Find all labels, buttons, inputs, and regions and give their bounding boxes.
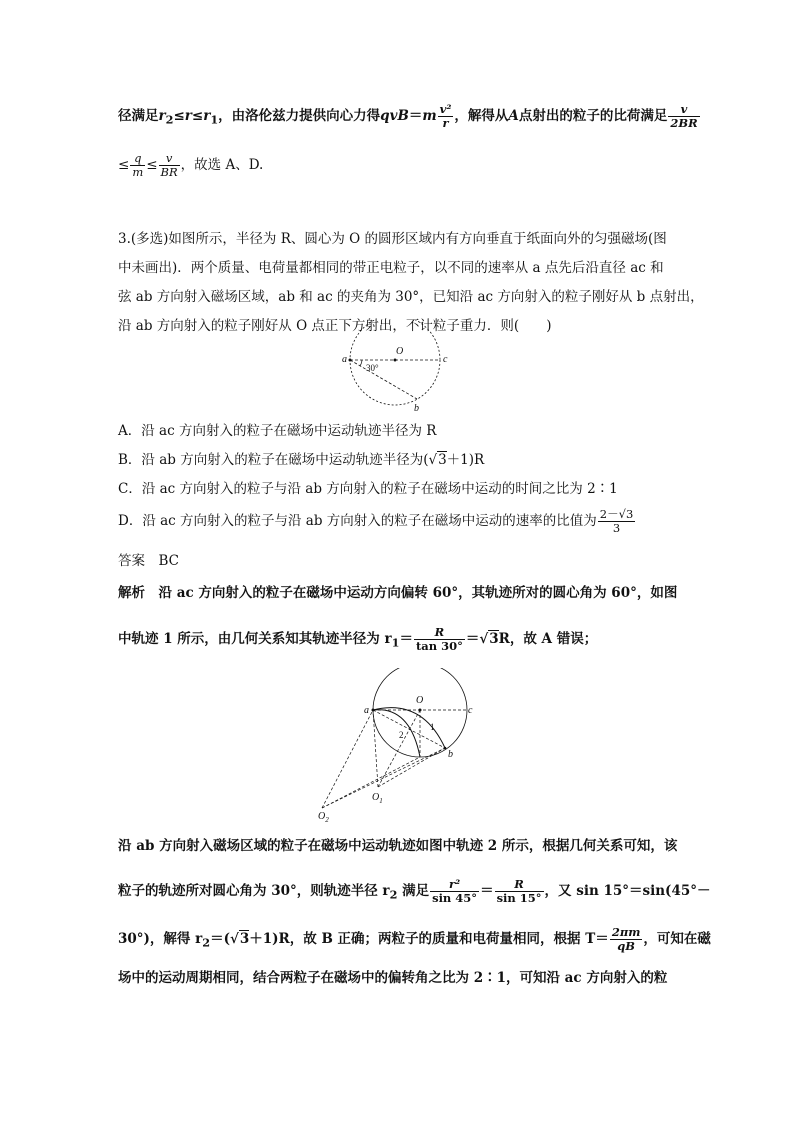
numerator: q <box>130 152 145 166</box>
label-o1 <box>372 792 383 805</box>
question-line-4: 沿 ab 方向射入的粒子刚好从 O 点正下方射出，不计粒子重力．则( ) <box>118 318 552 334</box>
point-o <box>394 359 397 362</box>
prev-line-1 <box>118 103 701 130</box>
text: ＋1)R <box>446 452 485 468</box>
text: B．沿 ab 方向射入的粒子在磁场中运动轨迹半径为( <box>118 452 429 468</box>
text: ≤ <box>146 157 158 173</box>
angle-arc <box>360 360 362 366</box>
label-b: b <box>414 403 419 414</box>
text: ，又 sin 15°＝sin(45°－ <box>544 883 711 899</box>
text: ，可知在磁 <box>643 931 711 947</box>
denominator: qB <box>617 939 635 953</box>
text: 粒子的轨迹所对圆心角为 30°，则轨迹半径 r <box>118 883 390 899</box>
label-o2-sub: 2 <box>325 816 329 823</box>
fraction <box>130 152 145 179</box>
label-o: O <box>396 346 404 357</box>
var-qvb: qvB <box>380 108 409 124</box>
sub: 2 <box>165 112 174 127</box>
question-line-3: 弦 ab 方向射入磁场区域，ab 和 ac 的夹角为 30°，已知沿 ac 方向射入的粒子刚好从 b 点射出， <box>118 289 704 305</box>
analysis-line-6: 场中的运动周期相同，结合两粒子在磁场中的偏转角之比为 2∶1，可知沿 ac 方向射入的粒 <box>118 970 668 986</box>
text: ＝ <box>480 883 494 899</box>
label-trajectory-1: 1 <box>430 722 435 732</box>
analysis-line-4 <box>118 878 710 905</box>
fraction <box>598 508 635 535</box>
text: ＋1)R，故 B 正确；两粒子的质量和电荷量相同，根据 T＝ <box>249 931 609 947</box>
point-b <box>444 747 447 750</box>
point-o <box>419 709 422 712</box>
numerator: R <box>495 878 544 892</box>
denominator: tan 30° <box>415 639 463 653</box>
numerator: v <box>668 103 699 117</box>
text: 满足 <box>397 883 430 899</box>
denominator: r <box>442 116 449 130</box>
analysis-line-3: 沿 ab 方向射入磁场区域的粒子在磁场中运动轨迹如图中轨迹 2 所示，根据几何关系可知，该 <box>118 838 678 854</box>
numerator: 2－√3 <box>599 507 634 521</box>
sqrt-content: 3 <box>239 931 250 947</box>
label-a: a <box>342 354 347 365</box>
label-c: c <box>468 705 473 716</box>
fraction <box>495 878 544 905</box>
text: ＝ <box>408 108 423 124</box>
radius-o1-b <box>378 748 445 787</box>
sqrt-sign: √ <box>428 452 438 468</box>
analysis-line-5 <box>118 926 711 953</box>
label-angle: 30° <box>366 363 379 373</box>
var-r: r <box>184 108 192 124</box>
fraction <box>159 152 180 179</box>
label-o1-main: O <box>372 792 380 803</box>
sub: 1 <box>391 635 400 650</box>
sqrt-content: 3 <box>489 631 499 647</box>
label-o2-main: O <box>318 811 326 822</box>
denominator: sin 45° <box>432 891 478 905</box>
sqrt-sign: √ <box>479 631 489 647</box>
var-m: m <box>422 108 437 124</box>
text: 30°)，解得 r <box>118 931 203 947</box>
text: ≤ <box>191 108 204 124</box>
fraction <box>438 103 454 130</box>
option-c: C．沿 ac 方向射入的粒子与沿 ab 方向射入的粒子在磁场中运动的时间之比为 2∶1 <box>118 481 618 497</box>
sub: 2 <box>202 935 211 950</box>
answer: 答案 BC <box>118 553 180 569</box>
label-c: c <box>443 354 448 365</box>
sqrt-content: 3 <box>438 452 447 468</box>
numerator: 2πm <box>611 925 641 939</box>
sqrt-sign: √ <box>229 931 239 947</box>
text: ，解得从 <box>454 108 509 124</box>
option-a: A．沿 ac 方向射入的粒子在磁场中运动轨迹半径为 R <box>118 423 437 439</box>
point-a <box>349 359 352 362</box>
label-trajectory-2: 2 <box>399 730 404 740</box>
prev-line-2 <box>118 152 263 179</box>
sub: 1 <box>210 112 219 127</box>
denominator: 2BR <box>670 116 698 130</box>
denominator: m <box>132 165 144 179</box>
radius-o2-end <box>322 757 420 808</box>
label-o2 <box>318 811 329 823</box>
denominator: BR <box>160 165 178 179</box>
figure-1-circle-diagram <box>330 320 470 415</box>
question-line-1: 3.(多选)如图所示，半径为 R、圆心为 O 的圆形区域内有方向垂直于纸面向外的匀强磁场(图 <box>118 231 667 247</box>
fraction <box>668 103 699 130</box>
fraction <box>610 926 643 953</box>
text: ，故选 A、D. <box>180 157 264 173</box>
radius-o2-b <box>322 748 445 808</box>
option-b <box>118 450 484 470</box>
text: ，由洛伦兹力提供向心力得 <box>218 108 381 124</box>
radius-o2-a <box>322 710 373 808</box>
label-o1-sub: 1 <box>379 797 383 805</box>
option-d <box>118 508 636 535</box>
numerator: v <box>159 152 180 166</box>
question-line-2: 中未画出)．两个质量、电荷量都相同的带正电粒子，以不同的速率从 a 点先后沿直径 ac 和 <box>118 260 664 276</box>
text: ＝ <box>399 631 413 647</box>
label-o: O <box>416 695 424 706</box>
text: ≤ <box>173 108 185 124</box>
text: ＝ <box>465 631 480 647</box>
text: R，故 A 错误； <box>498 631 598 647</box>
text: 中轨迹 1 所示，由几何关系知其轨迹半径为 r <box>118 631 392 647</box>
sub: 2 <box>389 887 398 902</box>
field-circle <box>350 320 440 405</box>
var-a: A <box>508 108 519 124</box>
figure-2-trajectory-diagram <box>310 668 490 823</box>
text: ＝( <box>210 931 230 947</box>
fraction <box>430 878 479 905</box>
denominator: sin 15° <box>496 891 542 905</box>
numerator: v² <box>439 102 452 116</box>
text: D．沿 ac 方向射入的粒子与沿 ab 方向射入的粒子在磁场中运动的速率的比值为 <box>118 513 597 529</box>
point-a <box>372 709 375 712</box>
numerator: r² <box>430 878 479 892</box>
text: ≤ <box>118 157 130 173</box>
label-a: a <box>364 705 369 716</box>
numerator: R <box>414 626 465 640</box>
label-b: b <box>448 749 453 760</box>
denominator: 3 <box>612 521 621 535</box>
analysis-line-1: 解析 沿 ac 方向射入的粒子在磁场中运动方向偏转 60°，其轨迹所对的圆心角为 60°，如图 <box>118 585 678 601</box>
text: 径满足 <box>118 108 159 124</box>
var-r: r <box>203 108 211 124</box>
trajectory-2 <box>373 710 420 757</box>
radius-o1-a <box>373 710 378 787</box>
analysis-line-2 <box>118 626 597 653</box>
fraction <box>414 626 465 653</box>
var-r: r <box>158 108 166 124</box>
text: 点射出的粒子的比荷满足 <box>518 108 668 124</box>
